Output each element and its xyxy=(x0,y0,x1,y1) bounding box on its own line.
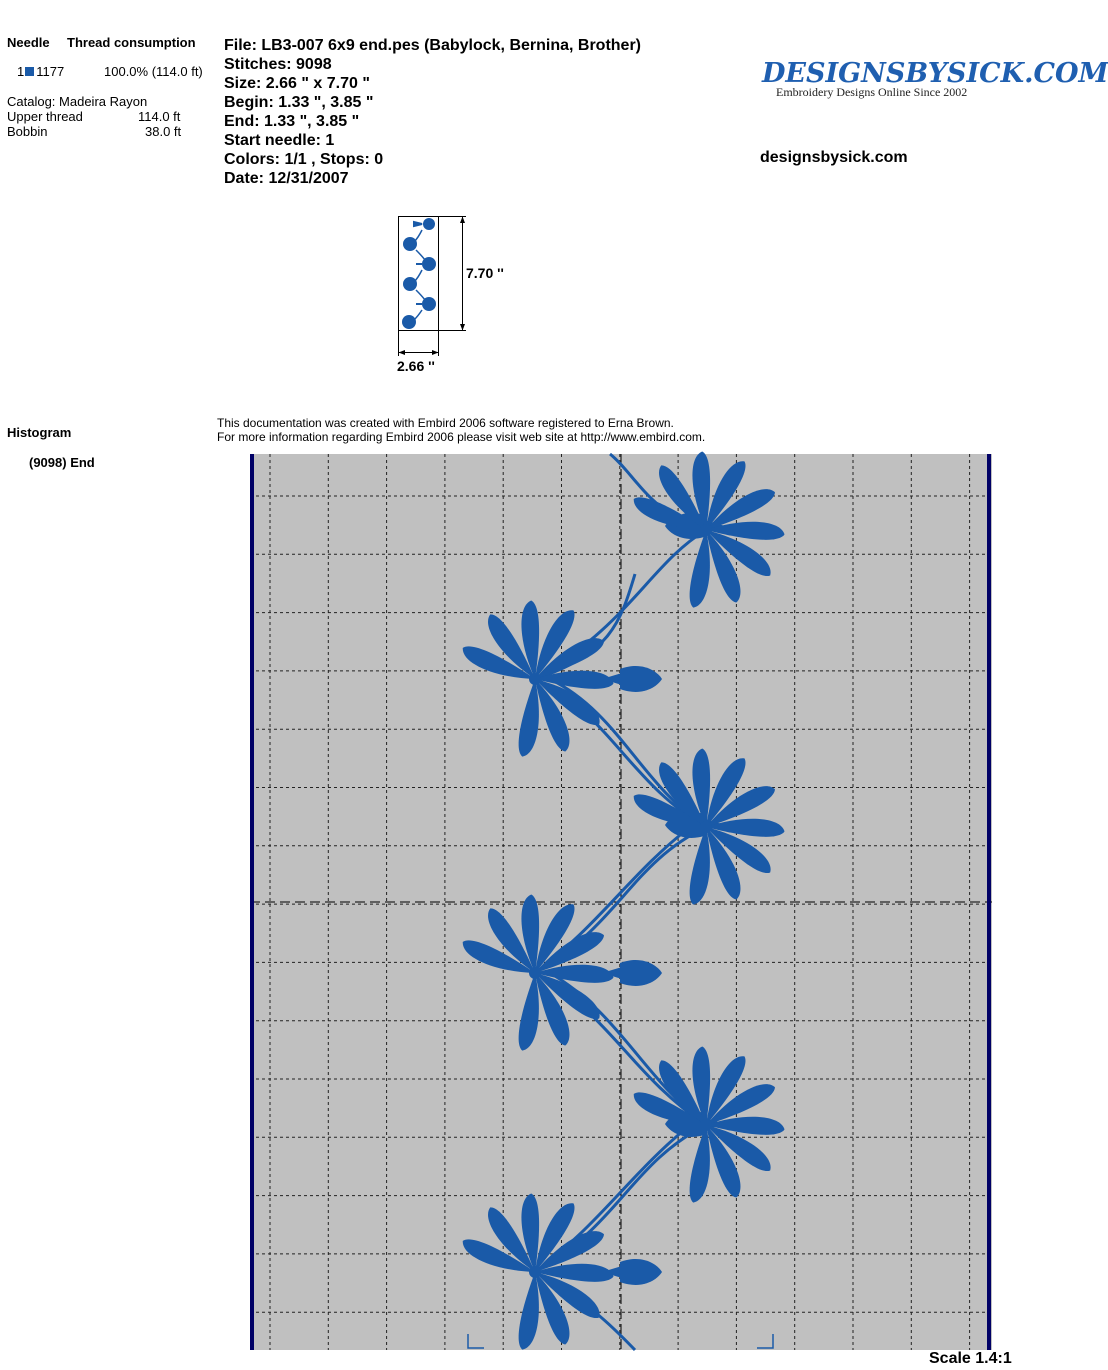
credit-line-2: For more information regarding Embird 2006 please visit web site at http://www.embird.com. xyxy=(217,430,706,444)
file-info xyxy=(224,36,641,188)
design-thumbnail xyxy=(392,210,522,380)
scale-label: Scale 1.4:1 xyxy=(929,1350,1012,1367)
logo-wordmark: DESIGNSBYSICK.COM xyxy=(762,58,1108,89)
end-position: End: 1.33 ", 3.85 " xyxy=(224,113,360,130)
color-code: 1177 xyxy=(36,64,65,79)
credit-line-1: This documentation was created with Embird 2006 software registered to Erna Brown. xyxy=(217,416,674,430)
logo-tagline: Embroidery Designs Online Since 2002 xyxy=(776,85,968,99)
thread-consumption-value: 100.0% (114.0 ft) xyxy=(104,64,203,79)
thumbnail-height-label: 7.70 '' xyxy=(466,265,504,281)
bobbin-label: Bobbin xyxy=(7,124,48,139)
begin-position: Begin: 1.33 ", 3.85 " xyxy=(224,94,374,111)
catalog-label: Catalog: Madeira Rayon xyxy=(7,94,148,109)
thread-color-swatch xyxy=(25,67,34,76)
hoop-preview xyxy=(250,454,992,1350)
colors-stops: Colors: 1/1 , Stops: 0 xyxy=(224,151,384,168)
hoop-frame-left xyxy=(250,454,254,1350)
needle-number: 1 xyxy=(17,64,25,79)
thumbnail-width-label: 2.66 '' xyxy=(397,358,435,374)
hoop-frame-right xyxy=(987,454,991,1350)
needle-header: Needle xyxy=(7,35,50,50)
design-date: Date: 12/31/2007 xyxy=(224,170,349,187)
upper-thread-label: Upper thread xyxy=(7,109,83,124)
histogram-title: Histogram xyxy=(7,425,72,440)
upper-thread-value: 114.0 ft xyxy=(138,109,181,124)
bobbin-value: 38.0 ft xyxy=(145,124,182,139)
design-size: Size: 2.66 " x 7.70 " xyxy=(224,75,370,92)
start-needle: Start needle: 1 xyxy=(224,132,335,149)
thread-row xyxy=(17,64,64,79)
stitch-count: Stitches: 9098 xyxy=(224,56,332,73)
credit-note xyxy=(217,416,705,444)
histogram-entry: (9098) End xyxy=(29,455,95,470)
website-url: designsbysick.com xyxy=(760,149,908,166)
file-name: File: LB3-007 6x9 end.pes (Babylock, Bernina, Brother) xyxy=(224,37,642,54)
designsbysick-logo xyxy=(762,58,1108,100)
thread-consumption-header: Thread consumption xyxy=(67,35,196,50)
